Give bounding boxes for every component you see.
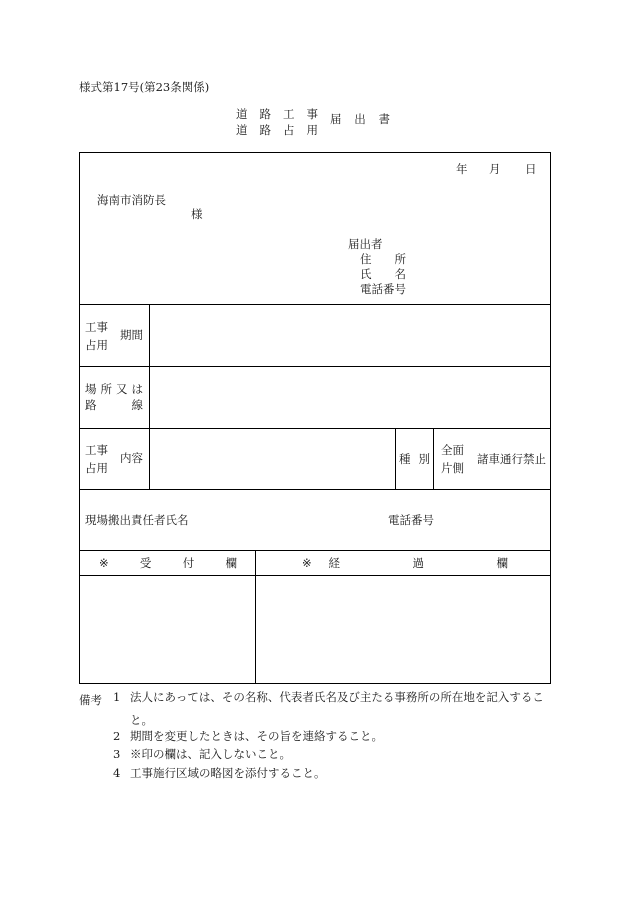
date-day-label: 日 xyxy=(525,162,537,176)
content-label-occupancy: 占用 xyxy=(85,461,108,475)
remark-item: 4 工事施行区域の略図を添付すること。 xyxy=(113,766,326,780)
type-label: 種 別 xyxy=(399,452,430,466)
type-option-full: 全面 xyxy=(441,443,464,457)
title-road-occupancy: 道 路 占 用 xyxy=(236,123,318,137)
type-option-divider xyxy=(433,428,434,489)
address-label: 住 所 xyxy=(360,252,406,266)
label-column-divider xyxy=(149,304,150,489)
type-value: 諸車通行禁止 xyxy=(477,452,546,466)
form-title-suffix: 届 出 書 xyxy=(330,112,390,126)
remark-item: 2 期間を変更したときは、その旨を連絡すること。 xyxy=(113,729,383,743)
type-option-one-side: 片側 xyxy=(441,461,464,475)
type-label-divider xyxy=(395,428,396,489)
content-label-construction: 工事 xyxy=(85,443,108,457)
manager-phone-label: 電話番号 xyxy=(388,513,434,527)
notifier-label: 届出者 xyxy=(348,237,383,251)
honorific: 様 xyxy=(191,207,203,221)
notification-form-table xyxy=(79,152,551,684)
title-road-construction: 道 路 工 事 xyxy=(236,107,318,121)
date-year-label: 年 xyxy=(456,162,468,176)
form-title-variants xyxy=(236,106,318,138)
addressee: 海南市消防長 xyxy=(97,193,166,207)
remark-item: 1 法人にあっては、その名称、代表者氏名及び主たる事務所の所在地を記入するこ xyxy=(113,690,544,704)
remark-item: 3 ※印の欄は、記入しないこと。 xyxy=(113,747,291,761)
row-divider xyxy=(80,304,550,305)
remark-item-continuation: と。 xyxy=(130,713,153,727)
office-use-divider xyxy=(255,550,256,684)
reception-column-header: ※ 受 付 欄 xyxy=(99,556,237,570)
progress-column-header: ※ 経 過 欄 xyxy=(302,556,508,570)
location-label-top: 場 所 又 は xyxy=(85,382,143,396)
name-label: 氏 名 xyxy=(360,267,406,281)
row-divider xyxy=(80,489,550,490)
row-divider xyxy=(80,428,550,429)
period-label-occupancy: 占用 xyxy=(85,338,108,352)
location-label-bottom: 路 線 xyxy=(85,398,143,412)
manager-name-label: 現場搬出責任者氏名 xyxy=(85,513,189,527)
form-number: 様式第17号(第23条関係) xyxy=(79,80,210,94)
date-month-label: 月 xyxy=(489,162,501,176)
period-label: 期間 xyxy=(120,328,143,342)
row-divider xyxy=(80,550,550,551)
applicant-phone-label: 電話番号 xyxy=(360,282,406,296)
row-divider xyxy=(80,575,550,576)
period-label-construction: 工事 xyxy=(85,320,108,334)
row-divider xyxy=(80,366,550,367)
remarks-label: 備考 xyxy=(79,693,102,707)
content-label: 内容 xyxy=(120,451,143,465)
